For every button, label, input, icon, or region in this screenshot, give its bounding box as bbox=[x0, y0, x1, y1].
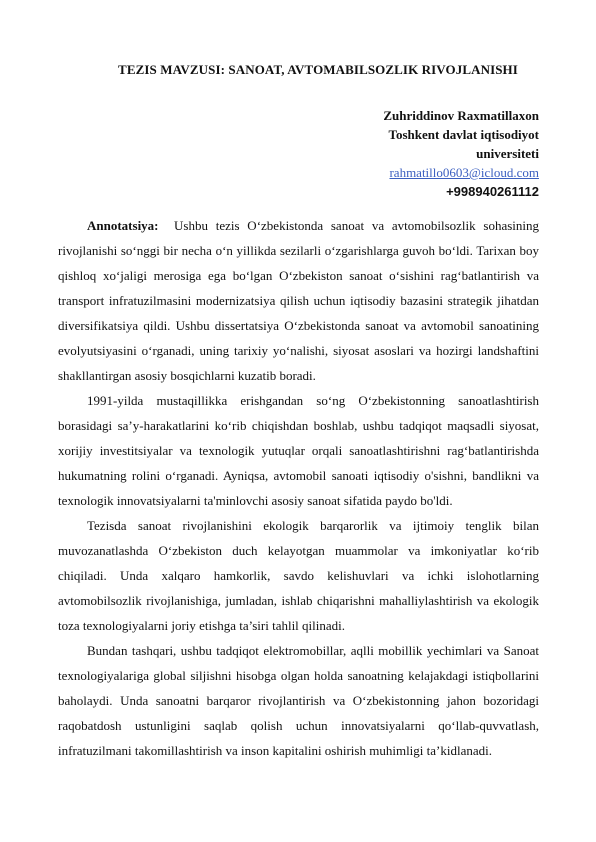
author-email-link[interactable]: rahmatillo0603@icloud.com bbox=[389, 165, 539, 180]
abstract-paragraph-4: Bundan tashqari, ushbu tadqiqot elektromobillar, aqlli mobillik yechimlari va Sanoat texnologiyalariga global siljishni hisobga olgan holda sanoatning kelajakdagi istiqbollarini baholaydi. Unda sanoatni barqaror rivojlantirish va O‘zbekistonning jahon bozoridagi raqobatdosh ustunligini saqlab qolish uchun innovatsiyalarni qo‘llab-quvvatlash, infratuzilmani takomillashtirish va inson kapitalini oshirish muhimligi ta’kidlanadi. bbox=[58, 643, 539, 758]
abstract-label: Annotatsiya: bbox=[87, 218, 159, 233]
paper-title: TEZIS MAVZUSI: SANOAT, AVTOMABILSOZLIK RIVOJLANISHI bbox=[118, 62, 518, 77]
author-block bbox=[383, 106, 539, 201]
abstract-body bbox=[58, 213, 539, 763]
abstract-paragraph-2: 1991-yilda mustaqillikka erishgandan so‘ng O‘zbekistonning sanoatlashtirish borasidagi sa’y-harakatlarini ko‘rib chiqishdan boshlab, ushbu tadqiqot maqsadli siyosat, xorijiy investitsiyalar va texnologik yutuqlar orqali sanoatlashtirishni rag‘batlantirishda hukumatning rolini o‘rganadi. Ayniqsa, avtomobil sanoati iqtisodiy o'sishni, bandlikni va texnologik innovatsiyalarni ta'minlovchi asosiy sanoat sifatida paydo bo'ldi. bbox=[58, 393, 539, 508]
author-affiliation-line2: universiteti bbox=[476, 146, 539, 161]
author-phone: +998940261112 bbox=[446, 184, 539, 199]
abstract-paragraph-3: Tezisda sanoat rivojlanishini ekologik barqarorlik va ijtimoiy tenglik bilan muvozanatlashda O‘zbekiston duch kelayotgan muammolar va imkoniyatlar ko‘rib chiqiladi. Unda xalqaro hamkorlik, savdo kelishuvlari va ichki islohotlarning avtomobilsozlik rivojlanishiga, jumladan, ishlab chiqarishni mahalliylashtirish va ekologik toza texnologiyalarni joriy etishga ta’siri tahlil qilinadi. bbox=[58, 518, 539, 633]
abstract-paragraph-1 bbox=[58, 213, 539, 388]
author-name: Zuhriddinov Raxmatillaxon bbox=[383, 108, 539, 123]
abstract-paragraph-1-text: Ushbu tezis O‘zbekistonda sanoat va avtomobilsozlik sohasining rivojlanishi so‘nggi bir necha o‘n yillikda sezilarli o‘zgarishlarga guvoh bo‘ldi. Tarixan boy qishloq xo‘jaligi merosiga ega bo‘lgan O‘zbekiston sanoat o‘sishini rag‘batlantirish va transport infratuzilmasini modernizatsiya qilish uchun iqtisodiy bazasini strategik jihatdan diversifikatsiya qildi. Ushbu dissertatsiya O‘zbekistonda sanoat va avtomobil sanoatining evolyutsiyasini o‘rganadi, uning tarixiy yo‘nalishi, siyosat asoslari va hozirgi landshaftini shakllantirgan asosiy bosqichlarni kuzatib boradi. bbox=[58, 218, 539, 383]
author-affiliation-line1: Toshkent davlat iqtisodiyot bbox=[388, 127, 539, 142]
